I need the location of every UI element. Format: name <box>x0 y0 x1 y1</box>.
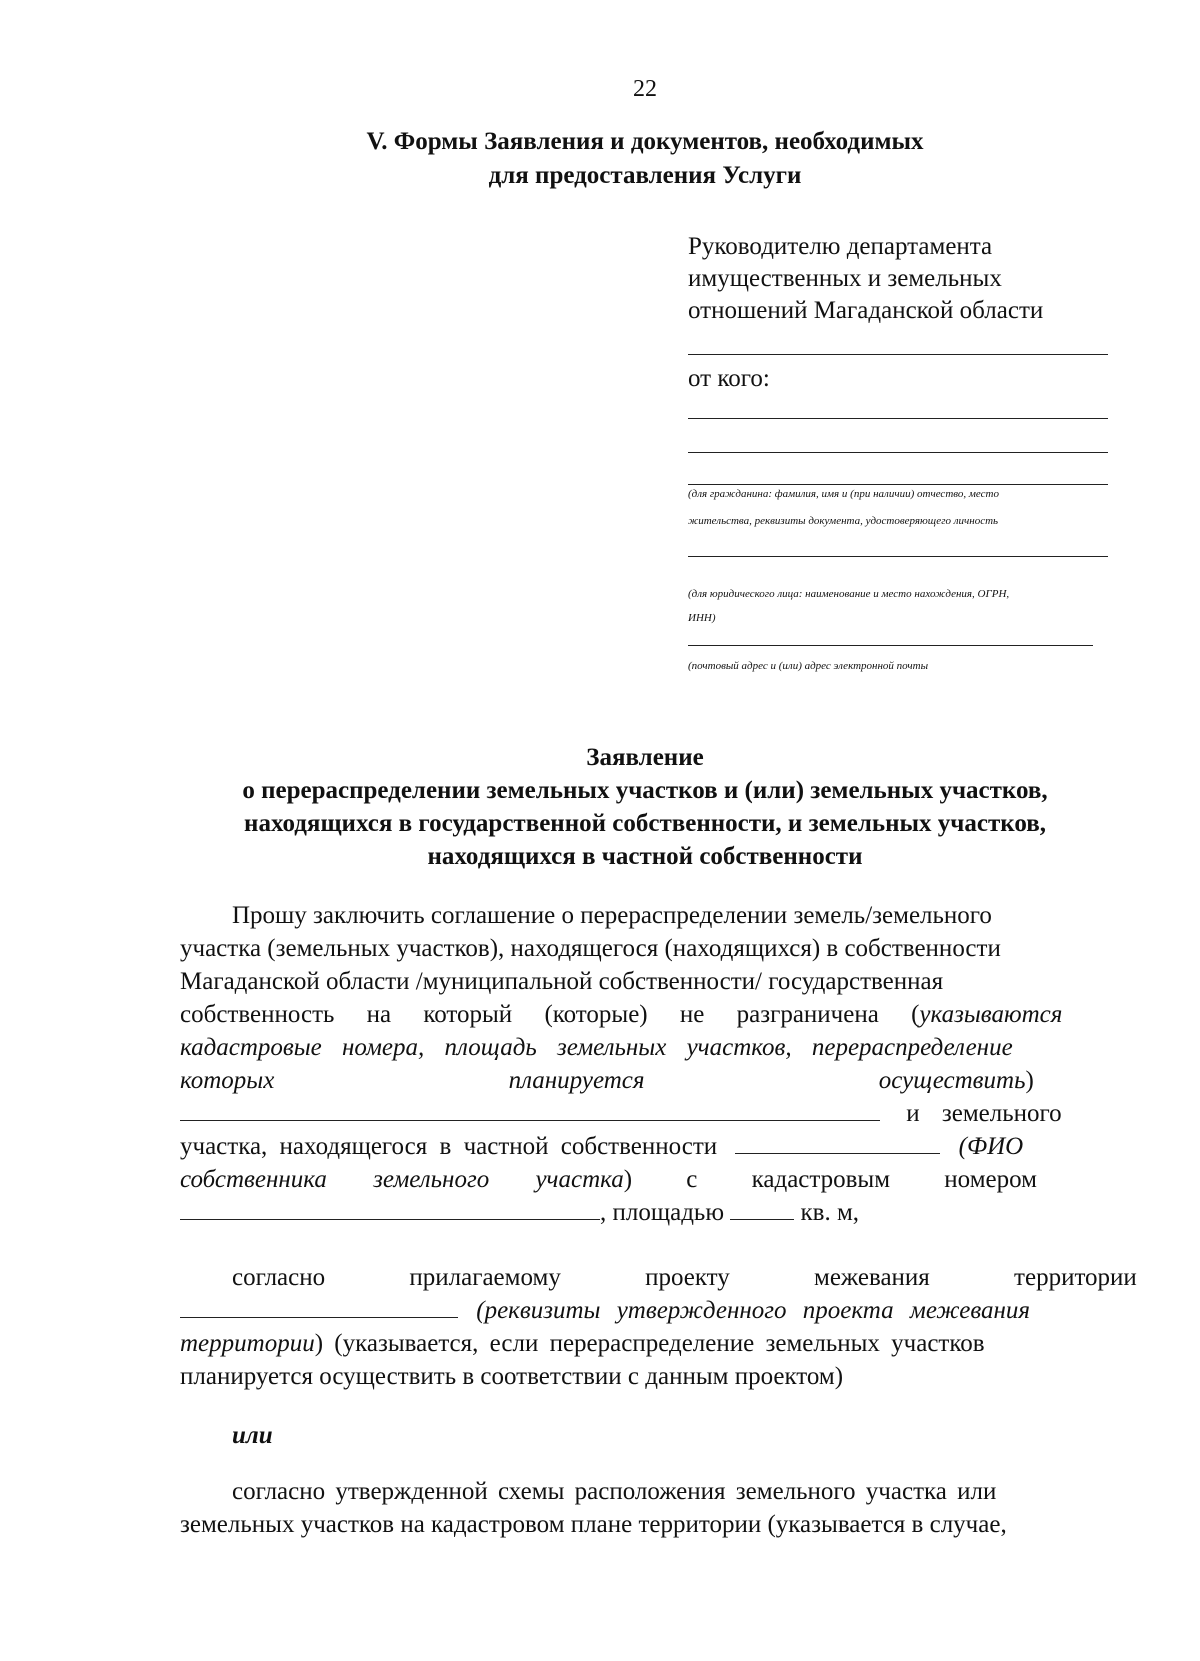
paragraph-line: Прошу заключить соглашение о перераспределении земель/земельного <box>232 902 992 929</box>
from-label: от кого: <box>688 365 770 392</box>
owner-name-blank[interactable] <box>735 1131 940 1154</box>
paragraph-line <box>232 1262 1137 1294</box>
application-subtitle-line-2: находящихся в государственной собственности, и земельных участков, <box>244 810 1046 837</box>
paragraph-italic-text: (ФИО <box>958 1133 1024 1160</box>
application-title: Заявление <box>586 744 704 771</box>
legal-caption-line-1: (для юридического лица: наименование и место нахождения, ОГРН, <box>688 588 1010 600</box>
paragraph-text: ) с кадастровым номером <box>623 1166 1037 1193</box>
paragraph-italic-text: указываются <box>919 1001 1063 1028</box>
paragraph-text: Магаданской области /муниципальной собственности/ государственная <box>180 968 944 995</box>
paragraph-text: согласно прилагаемому проекту межевания территории <box>232 1264 1137 1291</box>
paragraph-italic-text: собственника земельного участка <box>180 1166 624 1193</box>
applicant-blank-line[interactable] <box>688 418 1108 419</box>
paragraph-text: , площадью <box>600 1199 724 1226</box>
addressee-line-1: Руководителю департамента <box>688 233 993 260</box>
area-blank[interactable] <box>730 1197 794 1220</box>
applicant-blank-line[interactable] <box>688 354 1108 355</box>
applicant-blank-line[interactable] <box>688 556 1108 557</box>
application-subtitle-line-3: находящихся в частной собственности <box>427 843 863 870</box>
paragraph-line <box>180 966 1108 998</box>
paragraph-line <box>232 1476 1108 1508</box>
paragraph-text: ) (указывается, если перераспределение земельных участков <box>314 1330 985 1357</box>
paragraph-line: земельных участков на кадастровом плане территории (указывается в случае, <box>180 1511 1007 1538</box>
paragraph-line <box>180 1032 1108 1064</box>
address-caption: (почтовый адрес и (или) адрес электронной почты <box>688 660 929 672</box>
paragraph-text: кв. м, <box>800 1199 860 1226</box>
paragraph-italic-text: (реквизиты утвержденного проекта межевания <box>476 1297 1031 1324</box>
survey-project-blank[interactable] <box>180 1295 458 1318</box>
paragraph-line: участка (земельных участков), находящегося (находящихся) в собственности <box>180 935 1001 962</box>
citizen-caption-line-2: жительства, реквизиты документа, удостоверяющего личность <box>688 515 999 527</box>
paragraph-line <box>180 1295 1108 1327</box>
applicant-blank-line[interactable] <box>688 452 1108 453</box>
paragraph-line <box>180 1131 1108 1163</box>
paragraph-text: ) <box>1025 1067 1034 1094</box>
paragraph-italic-text: кадастровые номера, площадь земельных участков, перераспределение <box>180 1034 1013 1061</box>
paragraph-italic-text: территории <box>180 1330 315 1357</box>
paragraph-line: планируется осуществить в соответствии с данным проектом) <box>180 1363 844 1390</box>
paragraph-text: и земельного <box>906 1100 1062 1127</box>
paragraph-line <box>180 1098 1108 1130</box>
cadastral-number-blank[interactable] <box>180 1197 600 1220</box>
section-heading-line-2: для предоставления Услуги <box>488 162 802 189</box>
paragraph-text: участка, находящегося в частной собственности <box>180 1133 718 1160</box>
paragraph-line <box>180 1065 1108 1097</box>
addressee-line-3: отношений Магаданской области <box>688 297 1044 324</box>
paragraph-line <box>180 1164 1108 1196</box>
application-subtitle-line-1: о перераспределении земельных участков и (или) земельных участков, <box>242 777 1048 804</box>
paragraph-italic-text: которых планируется осуществить <box>180 1067 1026 1094</box>
addressee-line-2: имущественных и земельных <box>688 265 1002 292</box>
page-number: 22 <box>633 76 657 102</box>
paragraph-line <box>180 1328 1108 1360</box>
applicant-blank-line[interactable] <box>688 484 1108 485</box>
paragraph-line <box>180 1197 1108 1229</box>
paragraph-line <box>180 999 1108 1031</box>
applicant-blank-line[interactable] <box>688 645 1093 646</box>
paragraph-text: согласно утвержденной схемы расположения земельного участка или <box>232 1478 997 1505</box>
paragraph-text: собственность на который (которые) не разграничена ( <box>180 1001 920 1028</box>
cadastral-numbers-blank[interactable] <box>180 1098 880 1121</box>
legal-caption-line-2: ИНН) <box>688 612 716 624</box>
citizen-caption-line-1: (для гражданина: фамилия, имя и (при наличии) отчество, место <box>688 488 999 500</box>
section-heading-line-1: V. Формы Заявления и документов, необходимых <box>366 128 924 155</box>
or-separator: или <box>232 1422 273 1449</box>
